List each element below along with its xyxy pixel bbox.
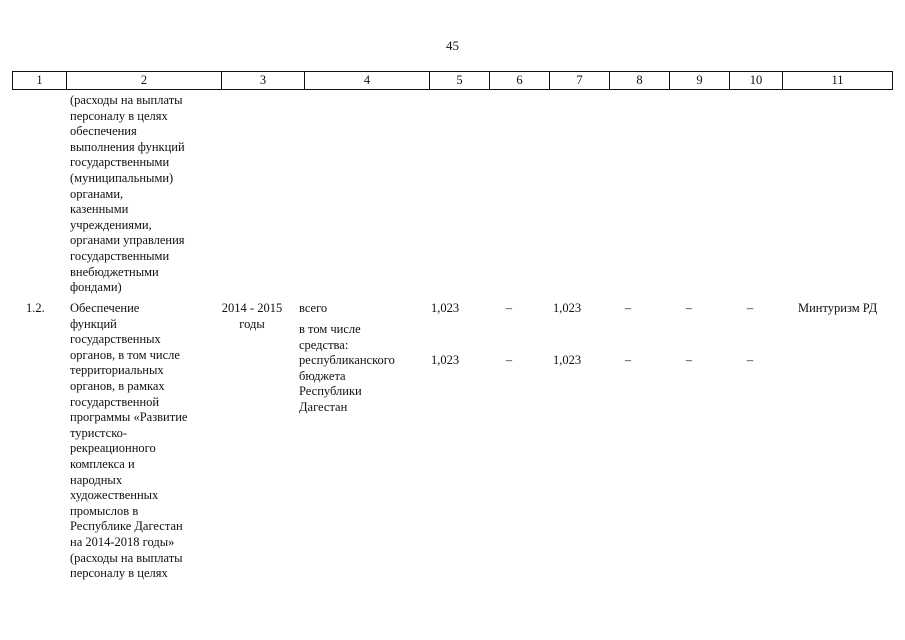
total-col10: – xyxy=(746,301,754,315)
header-cell-7: 7 xyxy=(550,72,610,89)
continuation-text: (расходы на выплаты персоналу в целях обеспечения выполнения функций государственными (муниципальными) органами, казенными учреждениями, органами управления государственными внебюджетными фондами) xyxy=(70,93,185,295)
total-col5: 1,023 xyxy=(431,301,460,315)
header-cell-9: 9 xyxy=(670,72,730,89)
row-period: 2014 - 2015 годы xyxy=(221,301,283,331)
total-col7: 1,023 xyxy=(553,301,582,315)
header-cell-5: 5 xyxy=(430,72,490,89)
republic-col8: – xyxy=(624,353,632,367)
total-col8: – xyxy=(624,301,632,315)
row-number: 1.2. xyxy=(26,301,45,315)
header-cell-11: 11 xyxy=(831,73,844,87)
header-cell-6: 6 xyxy=(490,72,550,89)
source-total: всего xyxy=(299,301,328,315)
source-republic: республиканского бюджета Республики Дагестан xyxy=(299,353,395,414)
page-number: 45 xyxy=(446,38,459,53)
republic-col10: – xyxy=(746,353,754,367)
header-cell-4: 4 xyxy=(305,72,430,89)
header-cell-1: 1 xyxy=(13,72,67,89)
republic-col5: 1,023 xyxy=(431,353,460,367)
header-cell-2: 2 xyxy=(67,72,222,89)
source-including: в том числе средства: xyxy=(299,322,361,352)
header-cell-8: 8 xyxy=(610,72,670,89)
header-cell-10: 10 xyxy=(730,72,783,89)
republic-col7: 1,023 xyxy=(553,353,582,367)
total-col9: – xyxy=(685,301,693,315)
table-header-row xyxy=(12,71,893,90)
row-executor: Минтуризм РД xyxy=(798,301,878,315)
republic-col6: – xyxy=(505,353,513,367)
republic-col9: – xyxy=(685,353,693,367)
total-col6: – xyxy=(505,301,513,315)
header-cell-3: 3 xyxy=(222,72,305,89)
row-description: Обеспечение функций государственных органов, в том числе территориальных органов, в рамках государственной программы «Развитие туристско- рекреационного комплекса и народных художественных промыслов в Республике Дагестан на 2014-2018 годы» (расходы на выплаты персоналу в целях xyxy=(70,301,188,581)
